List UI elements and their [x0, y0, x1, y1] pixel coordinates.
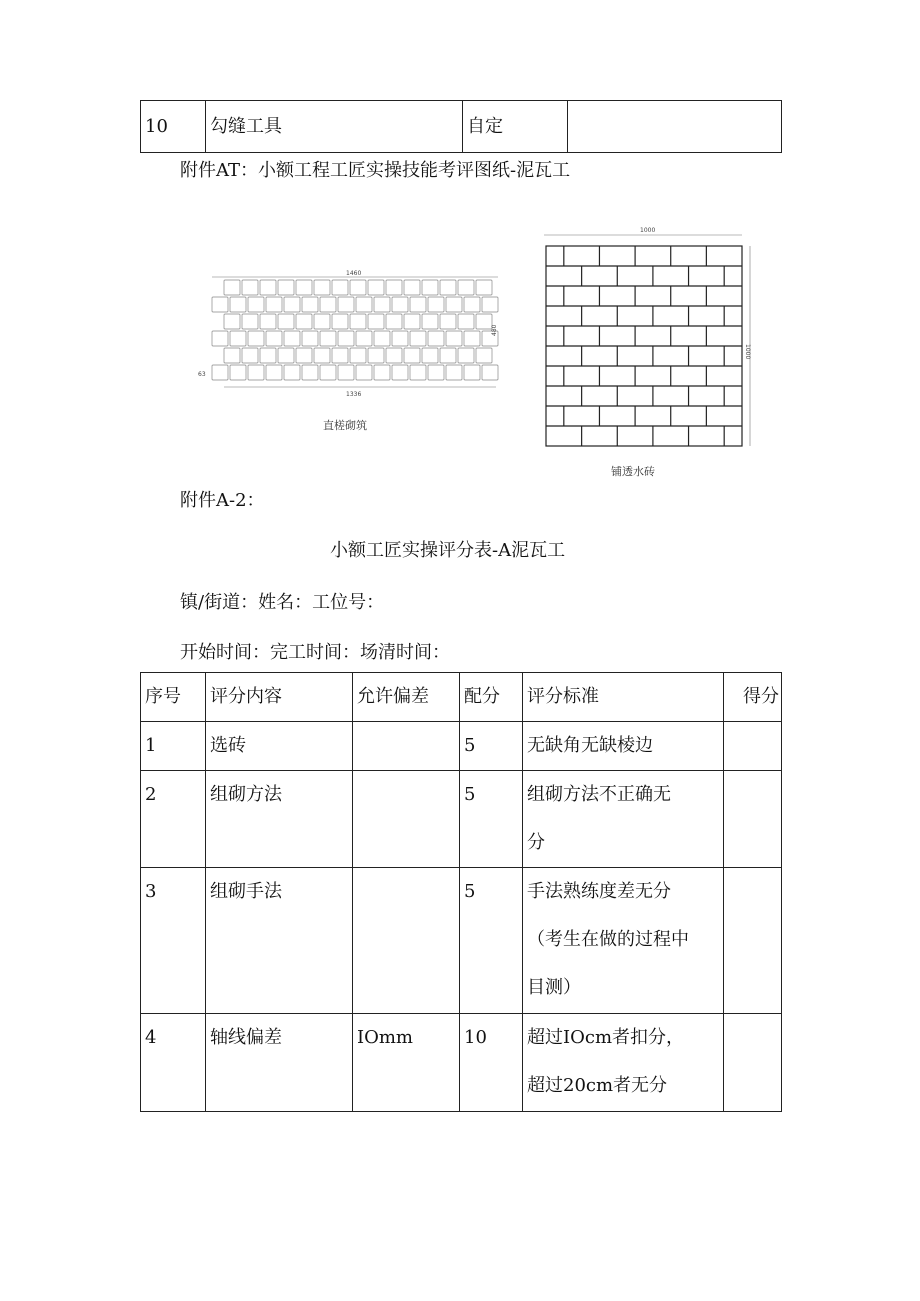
brick	[476, 348, 492, 363]
brick	[332, 314, 348, 329]
brick	[248, 365, 264, 380]
right-drawing-caption: 铺透水砖	[611, 465, 655, 478]
brick	[422, 280, 438, 295]
brick	[296, 348, 312, 363]
brick	[422, 348, 438, 363]
brick	[440, 348, 456, 363]
row-criteria: 超过IOcm者扣分， 超过20cm者无分	[523, 1014, 724, 1112]
brick	[404, 348, 420, 363]
brick	[368, 314, 384, 329]
brick	[302, 365, 318, 380]
brick	[266, 297, 282, 312]
brick	[266, 331, 282, 346]
brick	[464, 297, 480, 312]
brick	[392, 297, 408, 312]
attachment2-label: 附件A-2：	[180, 490, 265, 511]
brick	[422, 314, 438, 329]
row-score	[724, 722, 782, 771]
tool-spec: 自定	[463, 101, 568, 153]
table-row	[141, 101, 782, 153]
col-header: 允许偏差	[353, 673, 460, 722]
brick	[374, 331, 390, 346]
brick	[350, 348, 366, 363]
brick	[428, 331, 444, 346]
brick	[458, 314, 474, 329]
brick	[338, 365, 354, 380]
brick	[356, 331, 372, 346]
brick	[374, 365, 390, 380]
row-tolerance	[353, 771, 460, 868]
brick	[446, 297, 462, 312]
table-row	[141, 771, 782, 868]
brick	[404, 280, 420, 295]
brick	[410, 365, 426, 380]
row-content: 组砌方法	[206, 771, 353, 868]
brick	[386, 348, 402, 363]
col-header: 序号	[141, 673, 206, 722]
table-header-row	[141, 673, 782, 722]
row-tolerance	[353, 722, 460, 771]
brick	[428, 365, 444, 380]
row-number: 3	[141, 868, 206, 1014]
row-points: 10	[460, 1014, 523, 1112]
brick	[332, 348, 348, 363]
brick	[458, 348, 474, 363]
row-content: 轴线偏差	[206, 1014, 353, 1112]
brick	[368, 280, 384, 295]
brick	[296, 280, 312, 295]
brick	[284, 297, 300, 312]
brick	[458, 280, 474, 295]
col-header: 配分	[460, 673, 523, 722]
brick	[230, 365, 246, 380]
table-row	[141, 722, 782, 771]
tool-name: 勾缝工具	[206, 101, 463, 153]
brick	[224, 280, 240, 295]
row-number: 10	[141, 101, 206, 153]
brick	[392, 365, 408, 380]
tool-note	[568, 101, 782, 153]
row-content: 组砌手法	[206, 868, 353, 1014]
brick	[392, 331, 408, 346]
brick	[260, 348, 276, 363]
brick	[476, 314, 492, 329]
brick	[284, 331, 300, 346]
brick	[446, 365, 462, 380]
brick	[260, 314, 276, 329]
row-points: 5	[460, 771, 523, 868]
brick	[230, 297, 246, 312]
row-score	[724, 868, 782, 1014]
brick	[332, 280, 348, 295]
dim-top-label: 1000	[640, 227, 656, 234]
brick	[464, 331, 480, 346]
brick	[338, 297, 354, 312]
row-number: 1	[141, 722, 206, 771]
brick	[212, 331, 228, 346]
row-tolerance	[353, 868, 460, 1014]
brick	[446, 331, 462, 346]
brick	[242, 314, 258, 329]
brick	[278, 348, 294, 363]
brick	[356, 297, 372, 312]
dim-bottom-label: 1336	[346, 391, 362, 398]
brick	[248, 331, 264, 346]
brick	[386, 280, 402, 295]
brick	[320, 297, 336, 312]
row-number: 4	[141, 1014, 206, 1112]
brick	[482, 297, 498, 312]
brick	[410, 331, 426, 346]
brick	[350, 314, 366, 329]
brick	[404, 314, 420, 329]
info-line-location: 镇/街道：姓名：工位号：	[180, 592, 385, 613]
col-header: 评分内容	[206, 673, 353, 722]
row-points: 5	[460, 868, 523, 1014]
brick	[386, 314, 402, 329]
row-number: 2	[141, 771, 206, 868]
table-row	[141, 868, 782, 1014]
brick	[356, 365, 372, 380]
row-tolerance: IOmm	[353, 1014, 460, 1112]
dim-right-label: 1000	[744, 344, 751, 360]
brick	[230, 331, 246, 346]
row-points: 5	[460, 722, 523, 771]
col-header: 评分标准	[523, 673, 724, 722]
brick	[212, 365, 228, 380]
col-header: 得分	[724, 673, 782, 722]
brick	[440, 314, 456, 329]
paving-drawing	[536, 224, 766, 452]
row-criteria: 组砌方法不正确无 分	[523, 771, 724, 868]
brick	[338, 331, 354, 346]
brick	[248, 297, 264, 312]
brick	[278, 314, 294, 329]
brick	[314, 314, 330, 329]
brick	[320, 365, 336, 380]
score-table	[140, 672, 782, 1112]
dim-right-label: 480	[491, 324, 498, 336]
brick	[440, 280, 456, 295]
brick	[284, 365, 300, 380]
brick	[278, 280, 294, 295]
table-row	[141, 1014, 782, 1112]
dim-top-label: 1460	[346, 270, 362, 277]
brick	[266, 365, 282, 380]
brick	[428, 297, 444, 312]
brick	[296, 314, 312, 329]
brick	[350, 280, 366, 295]
brick	[320, 331, 336, 346]
brick	[260, 280, 276, 295]
brick	[476, 280, 492, 295]
brick	[368, 348, 384, 363]
brick	[242, 280, 258, 295]
brick	[302, 297, 318, 312]
brick	[242, 348, 258, 363]
brick	[314, 280, 330, 295]
info-line-time: 开始时间：完工时间：场清时间：	[180, 642, 450, 663]
row-content: 选砖	[206, 722, 353, 771]
left-drawing-caption: 直槎砌筑	[323, 419, 367, 432]
row-score	[724, 771, 782, 868]
dim-left-label: 63	[198, 371, 206, 378]
brick	[464, 365, 480, 380]
brick	[212, 297, 228, 312]
brick	[410, 297, 426, 312]
row-criteria: 无缺角无缺棱边	[523, 722, 724, 771]
brick	[224, 348, 240, 363]
row-score	[724, 1014, 782, 1112]
brick	[224, 314, 240, 329]
brick	[302, 331, 318, 346]
score-table-title: 小额工匠实操评分表-A泥瓦工	[330, 540, 566, 561]
brick-wall-drawing	[196, 264, 510, 400]
brick	[482, 365, 498, 380]
brick	[374, 297, 390, 312]
attachment1-title: 附件AT：小额工程工匠实操技能考评图纸-泥瓦工	[180, 160, 571, 181]
row-criteria: 手法熟练度差无分 （考生在做的过程中 目测）	[523, 868, 724, 1014]
tools-table	[140, 100, 782, 153]
brick	[314, 348, 330, 363]
